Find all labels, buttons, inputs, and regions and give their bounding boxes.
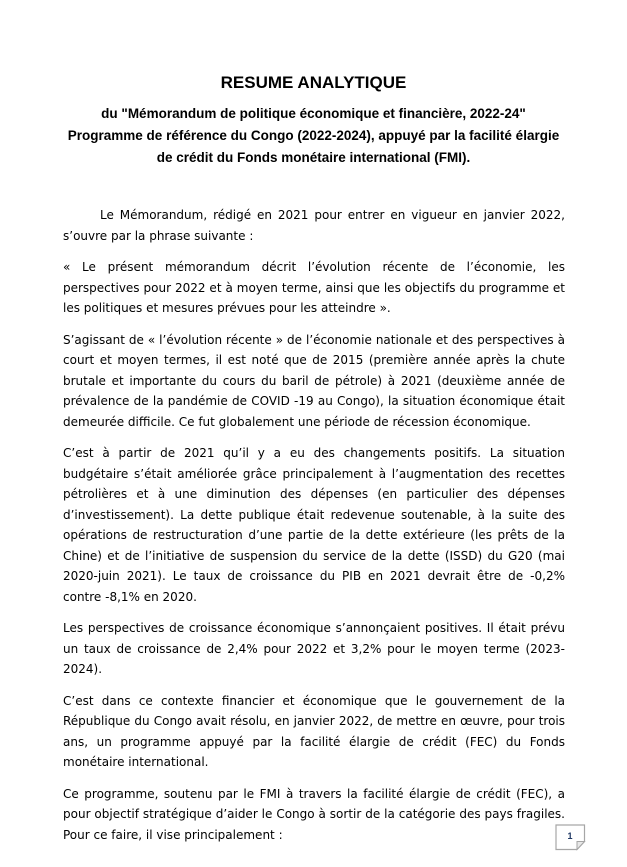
paragraph-intro: Le Mémorandum, rédigé en 2021 pour entrer en vigueur en janvier 2022, s’ouvre par la phrase suivante : — [63, 208, 565, 243]
paragraph-evolution-recente: S’agissant de « l’évolution récente » de l’économie nationale et des perspectives à court et moyen termes, il est noté que de 2015 (première année après la chute brutale et importante du cours du baril de pétrole) à 2021 (deuxième année de prévalence de la pandémie de COVID -19 au Congo), la situation économique était demeurée difficile. Ce fut globalement une période de récession économique. — [63, 332, 565, 429]
page-number-box — [555, 824, 592, 852]
document-subtitle-line: Programme de référence du Congo (2022-2024), appuyé par la facilité élargie — [67, 128, 560, 143]
document-subtitle-line: du "Mémorandum de politique économique et financière, 2022-24" — [101, 106, 526, 121]
paragraph-perspectives-croissance: Les perspectives de croissance économique s’annonçaient positives. Il était prévu un taux de croissance de 2,4% pour 2022 et 3,2% pour le moyen terme (2023-2024). — [63, 621, 565, 676]
document-subtitle-line: de crédit du Fonds monétaire international (FMI). — [156, 150, 471, 165]
paragraph-objectif-programme: Ce programme, soutenu par le FMI à travers la facilité élargie de crédit (FEC), a pour objectif stratégique d’aider le Congo à sortir de la catégorie des pays fragiles. Pour ce faire, il vise principalement : — [63, 786, 565, 842]
paragraph-quote: « Le présent mémorandum décrit l’évolution récente de l’économie, les perspectives pour 2022 et à moyen terme, ainsi que les objectifs du programme et les politiques et mesures prévues pour les atteindre ». — [63, 260, 565, 315]
document-body — [63, 205, 565, 845]
document-title: RESUME ANALYTIQUE — [220, 73, 407, 92]
document-subtitle — [0, 103, 627, 169]
page-number: 1 — [567, 831, 573, 841]
paragraph-contexte-financier: C’est dans ce contexte financier et économique que le gouvernement de la République du Congo avait résolu, en janvier 2022, de mettre en œuvre, pour trois ans, un programme appuyé par la facilité élargie de crédit (FEC) du Fonds monétaire international. — [63, 693, 565, 769]
paragraph-changements-positifs: C’est à partir de 2021 qu’il y a eu des changements positifs. La situation budgétaire s’était améliorée grâce principalement à l’augmentation des recettes pétrolières et à une diminution des dépenses (en particulier des dépenses d’investissement). La dette publique était redevenue soutenable, à la suite des opérations de restructuration d’une partie de la dette extérieure (les prêts de la Chine) et de l’initiative de suspension du service de la dette (ISSD) du G20 (mai 2020-juin 2021). Le taux de croissance du PIB en 2021 devrait être de -0,2% contre -8,1% en 2020. — [63, 446, 565, 604]
